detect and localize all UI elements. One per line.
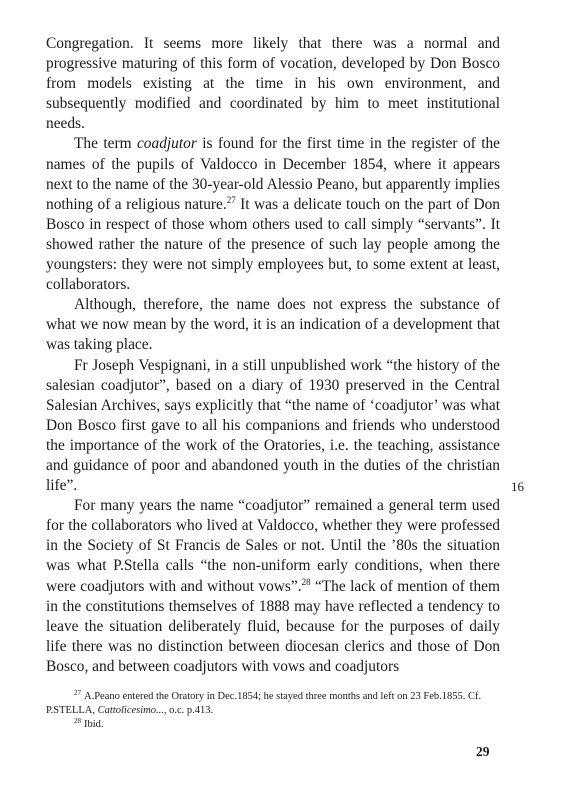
paragraph-2-middle: is found for the first time in the register of the names of the pupils of Valdocco in December 1854, where it appears next to the name of the 30-year-old Alessio Peano, but apparently implies nothing of a religious nature.	[46, 135, 501, 213]
paragraph-2-start: The term	[74, 135, 137, 153]
paragraph-5-start: For many years the name “coadjutor” remained a general term used for the collaborators who lived at Valdocco, whether they were professed in the Society of St Francis de Sales or not. Until the ’80s the situation was what P.Stella calls “the non-uniform early conditions, when there were coadjutors with and without vows”.	[46, 497, 500, 595]
paragraph-3: Although, therefore, the name does not express the substance of what we now mean by the word, it is an indication of a development that was taking place.	[46, 296, 500, 354]
footnote-28	[46, 718, 500, 732]
footnote-ref-27[interactable]: 27	[226, 194, 236, 205]
footnote-27-text-end: , o.c. p.413.	[163, 705, 214, 716]
page-number: 29	[476, 744, 490, 759]
paragraph-2-end: It was a delicate touch on the part of Don Bosco in respect of those whom others used to call simply “servants”. It showed rather the nature of the presence of such lay people among the youngsters: they were not simply employees but, to some extent at least, collaborators.	[46, 195, 500, 294]
footnote-27-mark: 27	[74, 689, 81, 697]
footnote-27-title: Cattolicesimo...	[97, 705, 164, 716]
paragraph-2	[46, 134, 500, 295]
footnotes	[46, 690, 500, 732]
term-coadjutor: coadjutor	[136, 135, 197, 153]
paragraph-1: Congregation. It seems more likely that there was a normal and progressive maturing of this form of vocation, developed by Don Bosco from models existing at the time in his own environment, and subsequently modified and coordinated by him to meet institutional needs.	[46, 35, 500, 133]
paragraph-4: Fr Joseph Vespignani, in a still unpublished work “the history of the salesian coadjutor”, based on a diary of 1930 preserved in the Central Salesian Archives, says explicitly that “the name of ‘coadjutor’ was what Don Bosco first gave to all his companions and friends who understood the importance of the work of the Oratories, i.e. the teaching, assistance and guidance of poor and abandoned youth in the duties of the christian life”.	[46, 356, 500, 495]
footnote-28-mark: 28	[74, 717, 81, 725]
footnote-28-text: Ibid.	[84, 719, 104, 730]
footnote-27	[46, 690, 500, 718]
main-text	[46, 34, 500, 677]
paragraph-5-end: “The lack of mention of them in the constitutions themselves of 1888 may have reflected a tendency to leave the situation deliberately fluid, because for the purposes of daily life there was no distinction between diocesan clerics and those of Don Bosco, and between coadjutors with vows and coadjutors	[46, 577, 500, 675]
margin-number: 16	[511, 479, 524, 494]
footnote-ref-28[interactable]: 28	[301, 576, 311, 587]
paragraph-5	[46, 496, 500, 677]
footnote-27-text: A.Peano entered the Oratory in Dec.1854; he stayed three months and left on 23 Feb.1855. Cf. P.STELLA,	[46, 691, 482, 716]
